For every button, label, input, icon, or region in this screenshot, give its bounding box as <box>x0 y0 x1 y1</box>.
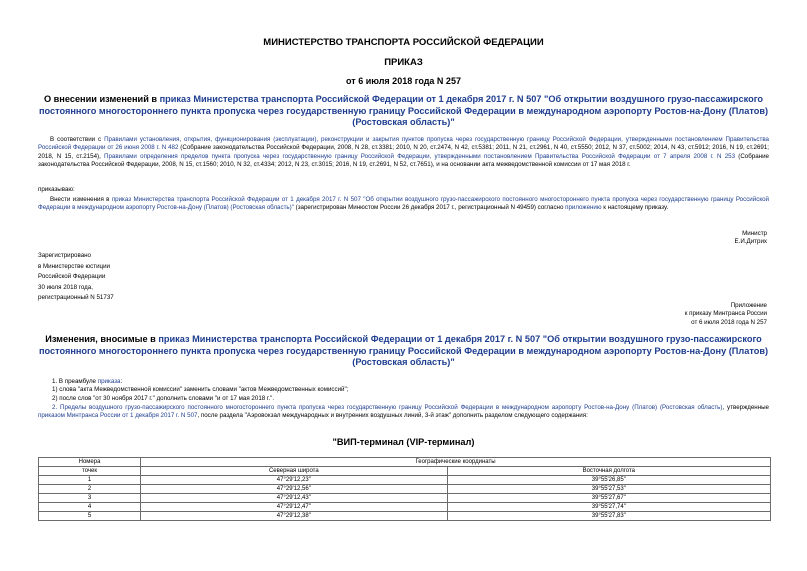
preamble-order-link[interactable]: приказа <box>97 378 121 385</box>
point-longitude: 39°55'27,67" <box>447 494 770 503</box>
preamble-text-2: (Собрание законодательства Российской Федерации, 2008, N 28, ст.3381; 2010, N 20, ст.2474, N 42, ст.5381; 2011, N 21, ст.2961, N 40, ст.5550; 2012, N 37, ст.5002; 2014, N 43, ст.5912; 2016, N 19, ст.2691; 2018, N 15, ст.2154), <box>38 144 769 160</box>
point-latitude: 47°29'12,47" <box>141 503 448 512</box>
preamble-text-3: (Собрание законодательства Российской Федерации, 2008, N 15, ст.1560; 2010, N 32, ст.4334; 2012, N 23, ст.3015; 2016, N 19, ст.2691, N 52, ст.7651), и на основании акта межведомственной комиссии от 17 мая 2018 г. <box>38 152 769 169</box>
registration-line: Российской Федерации <box>38 273 106 281</box>
coordinates-table <box>38 457 771 521</box>
point-latitude: 47°29'12,23" <box>141 476 448 485</box>
point-longitude: 39°55'27,74" <box>447 503 770 512</box>
registration-line: в Министерстве юстиции <box>38 262 111 270</box>
col-lat-header: Северная широта <box>141 467 448 476</box>
point-longitude: 39°55'27,53" <box>447 485 770 494</box>
ministry-title: МИНИСТЕРСТВО ТРАНСПОРТА РОССИЙСКОЙ ФЕДЕРАЦИИ <box>263 37 544 48</box>
point-number: 4 <box>39 503 141 512</box>
point-longitude: 39°55'26,85" <box>447 476 770 485</box>
rules-482-link[interactable]: Правилами установления, открытия, функционирования (эксплуатации), реконструкции и закрытия пунктов пропуска через государственную границу Российской Федерации, утвержденными постановлением Правительства Российской Федерации от 26 июня 2008 г. N 482 <box>38 136 769 152</box>
order-text-3: к настоящему приказу. <box>601 204 669 212</box>
appendix-line: Приложение <box>730 302 767 309</box>
point-latitude: 47°29'12,38" <box>141 512 448 521</box>
point-longitude: 39°55'27,83" <box>447 512 770 521</box>
point-latitude: 47°29'12,43" <box>141 494 448 503</box>
item-1-colon: : <box>120 378 123 385</box>
col-lon-header: Восточная долгота <box>447 467 770 476</box>
vip-terminal-title: "ВИП-терминал (VIP-терминал) <box>332 437 475 447</box>
item-1-sub-2: 2) после слов "от 30 ноября 2017 г." дополнить словами "и от 17 мая 2018 г.". <box>52 394 275 402</box>
limits-link[interactable]: 2. Пределы воздушного грузо-пассажирского постоянного многостороннего пункта пропуска через государственную границу Российской Федерации в международном аэропорту Ростов-на-Дону (Платов) (Ростовская область) <box>52 404 723 411</box>
preamble-paragraph <box>38 136 769 170</box>
table-row <box>39 494 771 503</box>
table-row <box>39 503 771 512</box>
signature-position: Министр <box>742 230 767 237</box>
order-text-2: (зарегистрирован Минюстом России 26 декабря 2017 г., регистрационный N 49459) согласно <box>293 204 566 212</box>
col-number-header-1: Номера <box>39 458 141 467</box>
appendix-link[interactable]: приложению <box>565 204 602 212</box>
doc-type: ПРИКАЗ <box>384 57 423 68</box>
table-row <box>39 476 771 485</box>
table-row <box>39 485 771 494</box>
point-number: 2 <box>39 485 141 494</box>
col-coords-header: Географические координаты <box>141 458 771 467</box>
registration-line: Зарегистрировано <box>38 252 91 259</box>
table-header-row <box>39 458 771 467</box>
signature-name: Е.И.Дитрих <box>734 238 767 246</box>
item-1-intro <box>52 378 769 386</box>
appendix-line: от 6 июля 2018 года N 257 <box>691 318 767 326</box>
item-1-sub-1: 1) слова "акта Межведомственной комиссии" заменить словами "актов Межведомственных комиссий"; <box>52 386 349 394</box>
point-number: 5 <box>39 512 141 521</box>
changes-heading <box>36 334 771 369</box>
point-number: 1 <box>39 476 141 485</box>
order-507-link[interactable]: приказ Министерства транспорта Российской Федерации от 1 декабря 2017 г. N 507 "Об открытии воздушного грузо-пассажирского постоянного многостороннего пункта пропуска через государственную границу Российской Федерации в международном аэропорту Ростов-на-Дону (Платов) (Ростовская область)" <box>38 196 769 212</box>
appendix-block <box>685 302 767 327</box>
item-2-text-2: , после раздела "Аэровокзал международных и внутренних воздушных линий, 3-й этаж" дополнить разделом следующего содержания: <box>197 412 588 420</box>
item-2 <box>38 404 769 421</box>
order-text-1: Внести изменения в <box>50 196 112 203</box>
registration-line: 30 июля 2018 года, <box>38 283 93 291</box>
order-paragraph <box>38 196 769 213</box>
table-row <box>39 512 771 521</box>
document-heading <box>36 94 771 129</box>
changes-prefix: Изменения, вносимые в <box>45 334 159 344</box>
preamble-text-1: В соответствии с <box>50 136 105 143</box>
signature-block <box>735 230 767 247</box>
order-word: приказываю: <box>38 186 75 193</box>
registration-block <box>38 251 114 304</box>
item-2-text-1: , утвержденные <box>722 404 769 411</box>
item-1-text: 1. В преамбуле <box>52 378 98 385</box>
changes-order-link[interactable]: приказ Министерства транспорта Российской Федерации от 1 декабря 2017 г. N 507 "Об открытии воздушного грузо-пассажирского постоянного многостороннего пункта пропуска через государственную границу Российской Федерации в международном аэропорту Ростов-на-Дону (Платов) (Ростовская область)" <box>38 334 769 367</box>
heading-prefix: О внесении изменений в <box>43 94 160 104</box>
order-minitrans-link[interactable]: приказом Минтранса России от 1 декабря 2017 г. N 507 <box>38 412 198 420</box>
rules-253-link[interactable]: Правилами определения пределов пункта пропуска через государственную границу Российской Федерации, утвержденными постановлением Правительства Российской Федерации от 7 апреля 2008 г. N 253 <box>104 152 736 160</box>
point-number: 3 <box>39 494 141 503</box>
registration-line: регистрационный N 51737 <box>38 294 114 302</box>
item-1 <box>38 378 769 403</box>
doc-date-number: от 6 июля 2018 года N 257 <box>346 76 461 86</box>
point-latitude: 47°29'12,56" <box>141 485 448 494</box>
heading-order-link[interactable]: приказ Министерства транспорта Российской Федерации от 1 декабря 2017 г. N 507 "Об открытии воздушного грузо-пассажирского постоянного многостороннего пункта пропуска через государственную границу Российской Федерации в международном аэропорту Ростов-на-Дону (Платов) (Ростовская область)" <box>38 94 769 127</box>
col-number-header-2: точек <box>39 467 141 476</box>
table-subheader-row <box>39 467 771 476</box>
appendix-line: к приказу Минтранса России <box>684 310 767 318</box>
